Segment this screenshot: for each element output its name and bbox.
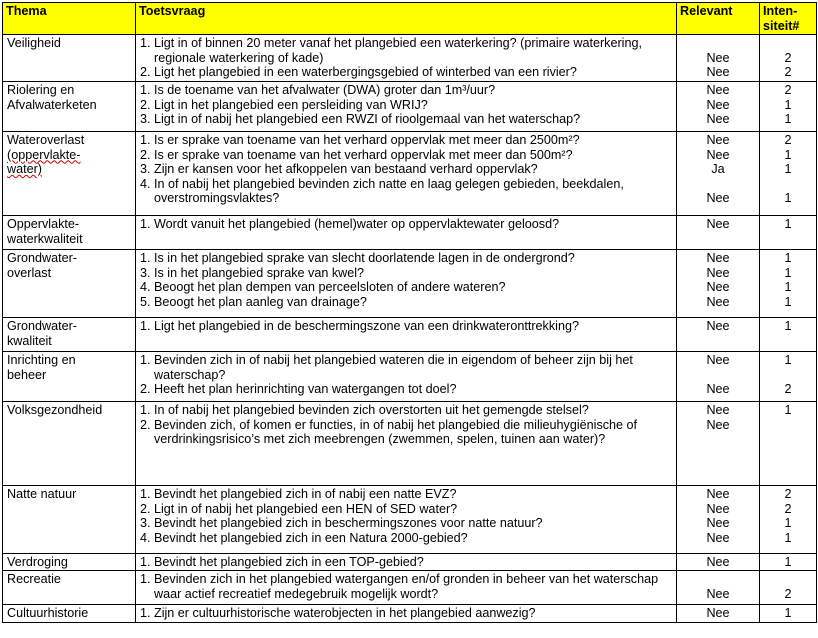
intensiteit-cell	[760, 402, 817, 486]
thema-cell	[3, 132, 136, 216]
table-row	[3, 605, 817, 623]
thema-label: Volksgezondheid	[7, 403, 103, 417]
intensiteit-value: 1	[784, 217, 792, 231]
table-row	[3, 250, 817, 318]
question-text: Bevindt het plangebied zich in een Natura 2000-gebied?	[154, 530, 468, 545]
intensiteit-value: 1	[784, 353, 792, 367]
question-text: Ligt in of nabij het plangebied een RWZI of rioolgemaal van het waterschap?	[154, 112, 581, 127]
toetsvraag-cell	[136, 250, 677, 318]
toetsvraag-cell	[136, 216, 677, 250]
header-toetsvraag: Toetsvraag	[136, 3, 677, 35]
question-item	[140, 382, 673, 397]
relevant-value: Nee	[706, 265, 730, 280]
thema-cell	[3, 605, 136, 623]
relevant-cell	[677, 35, 760, 82]
question-item	[140, 516, 673, 531]
question-text: Bevinden zich in het plangebied watergangen en/of gronden in beheer van het waterschap waar actief recreatief medegebruik mogelijk wordt?	[154, 572, 659, 601]
toetsvraag-cell	[136, 82, 677, 132]
question-number: 2.	[140, 147, 151, 162]
toetsvraag-cell	[136, 486, 677, 554]
intensiteit-value: 1	[784, 606, 792, 620]
thema-cell	[3, 352, 136, 402]
relevant-cell	[677, 486, 760, 554]
header-relevant: Relevant	[677, 3, 760, 35]
thema-label: overlast	[7, 265, 52, 280]
question-item	[140, 353, 673, 382]
question-text: Wordt vanuit het plangebied (hemel)water op oppervlaktewater geloosd?	[154, 217, 560, 231]
question-item	[140, 251, 673, 266]
relevant-value: Nee	[706, 112, 730, 127]
toetsvraag-cell	[136, 35, 677, 82]
intensiteit-cell	[760, 554, 817, 571]
question-item	[140, 555, 673, 570]
question-text: In of nabij het plangebied bevinden zich overstorten uit het gemengde stelsel?	[154, 403, 589, 417]
thema-cell	[3, 554, 136, 571]
table-row	[3, 35, 817, 82]
intensiteit-cell	[760, 35, 817, 82]
question-number: 3.	[140, 162, 151, 177]
question-item	[140, 65, 673, 80]
thema-cell	[3, 486, 136, 554]
relevant-cell	[677, 132, 760, 216]
relevant-cell	[677, 318, 760, 352]
table-row	[3, 571, 817, 605]
question-number: 3.	[140, 112, 151, 127]
thema-label: Verdroging	[7, 555, 68, 569]
question-text: Is er sprake van toename van het verhard oppervlak met meer dan 500m²?	[154, 147, 573, 162]
relevant-value: Nee	[706, 417, 730, 432]
question-number: 5.	[140, 294, 151, 309]
question-text: Bevindt het plangebied zich in of nabij een natte EVZ?	[154, 487, 457, 501]
intensiteit-value: 1	[784, 403, 792, 417]
intensiteit-value: 1	[784, 294, 792, 309]
intensiteit-value: 2	[784, 501, 792, 516]
toetsvraag-cell	[136, 352, 677, 402]
intensiteit-value: 2	[784, 133, 792, 147]
intensiteit-value: 1	[784, 555, 792, 569]
question-number: 1.	[140, 555, 151, 569]
question-number: 1.	[140, 133, 151, 147]
thema-label: Cultuurhistorie	[7, 606, 89, 620]
question-number: 1.	[140, 606, 151, 620]
relevant-value: Nee	[706, 83, 730, 97]
question-text: Bevinden zich, of komen er functies, in of nabij het plangebied die milieuhygiënische of verdrinkingsrisico’s met zich meebrengen (zwemmen, spelen, tuinen aan water)?	[154, 417, 638, 447]
question-item	[140, 295, 673, 310]
question-item	[140, 217, 673, 232]
intensiteit-cell	[760, 605, 817, 623]
question-number: 1.	[140, 36, 151, 50]
table-row	[3, 82, 817, 132]
intensiteit-value: 1	[784, 147, 792, 162]
question-item	[140, 502, 673, 517]
toetsvraag-cell	[136, 605, 677, 623]
relevant-value: Nee	[706, 50, 730, 65]
thema-label: Afvalwaterketen	[7, 97, 97, 112]
intensiteit-value: 1	[784, 191, 792, 206]
relevant-value: Nee	[706, 606, 730, 620]
question-text: Is in het plangebied sprake van slecht doorlatende lagen in de ondergrond?	[154, 251, 575, 265]
thema-label: waterkwaliteit	[7, 231, 83, 246]
intensiteit-value: 2	[784, 83, 792, 97]
relevant-cell	[677, 82, 760, 132]
intensiteit-cell	[760, 82, 817, 132]
relevant-value: Nee	[706, 65, 730, 80]
question-number: 1.	[140, 353, 151, 367]
question-item	[140, 606, 673, 621]
thema-cell	[3, 402, 136, 486]
relevant-value: Nee	[706, 353, 730, 367]
thema-cell	[3, 250, 136, 318]
table-row	[3, 486, 817, 554]
question-text: Bevindt het plangebied zich in beschermingszones voor natte natuur?	[154, 516, 543, 531]
thema-cell	[3, 318, 136, 352]
table-row	[3, 352, 817, 402]
thema-label: Veiligheid	[7, 36, 61, 50]
question-item	[140, 266, 673, 281]
intensiteit-value: 1	[784, 516, 792, 531]
intensiteit-cell	[760, 352, 817, 402]
thema-label: Grondwater-	[7, 319, 77, 333]
intensiteit-cell	[760, 318, 817, 352]
relevant-cell	[677, 250, 760, 318]
question-number: 2.	[140, 65, 151, 80]
question-item	[140, 133, 673, 148]
relevant-value: Nee	[706, 516, 730, 531]
question-number: 2.	[140, 417, 151, 432]
toetsvraag-cell	[136, 554, 677, 571]
thema-cell	[3, 35, 136, 82]
thema-label: kwaliteit	[7, 333, 52, 348]
question-item	[140, 177, 673, 206]
question-text: Zijn er cultuurhistorische waterobjecten in het plangebied aanwezig?	[154, 606, 536, 620]
question-text: Ligt het plangebied in een waterbergingsgebied of winterbed van een rivier?	[154, 65, 577, 80]
question-text: Is in het plangebied sprake van kwel?	[154, 265, 365, 280]
relevant-cell	[677, 352, 760, 402]
question-item	[140, 487, 673, 502]
relevant-value: Nee	[706, 555, 730, 569]
toetsvragen-table	[2, 2, 817, 623]
question-item	[140, 162, 673, 177]
question-item	[140, 148, 673, 163]
table-row	[3, 402, 817, 486]
intensiteit-value: 2	[784, 50, 792, 65]
toetsvraag-cell	[136, 132, 677, 216]
question-item	[140, 319, 673, 334]
question-text: Ligt het plangebied in de beschermingszone van een drinkwateronttrekking?	[154, 319, 579, 333]
relevant-value: Nee	[706, 501, 730, 516]
thema-cell	[3, 82, 136, 132]
relevant-value: Nee	[706, 251, 730, 265]
relevant-value: Nee	[706, 217, 730, 231]
question-text: In of nabij het plangebied bevinden zich natte en laag gelegen gebieden, beekdalen, overstromingsvlaktes?	[154, 176, 624, 206]
intensiteit-cell	[760, 486, 817, 554]
question-item	[140, 112, 673, 127]
question-text: Heeft het plan herinrichting van watergangen tot doel?	[154, 382, 457, 397]
thema-label: (oppervlakte-	[7, 147, 81, 162]
question-number: 4.	[140, 280, 151, 295]
question-number: 3.	[140, 265, 151, 280]
relevant-value: Nee	[706, 403, 730, 417]
intensiteit-value: 1	[784, 112, 792, 127]
question-text: Ligt in het plangebied een persleiding van WRIJ?	[154, 97, 428, 112]
intensiteit-value: 1	[784, 265, 792, 280]
intensiteit-value: 2	[784, 65, 792, 80]
intensiteit-cell	[760, 216, 817, 250]
intensiteit-value: 1	[784, 162, 792, 177]
thema-cell	[3, 571, 136, 605]
question-number: 4.	[140, 176, 151, 191]
thema-label: Riolering en	[7, 83, 75, 97]
thema-label: beheer	[7, 367, 47, 382]
thema-label: Recreatie	[7, 572, 61, 586]
question-number: 1.	[140, 403, 151, 417]
relevant-value: Ja	[711, 162, 725, 177]
question-number: 1.	[140, 572, 151, 586]
intensiteit-value: 2	[784, 382, 792, 397]
toetsvraag-cell	[136, 571, 677, 605]
question-number: 1.	[140, 251, 151, 265]
question-item	[140, 83, 673, 98]
question-item	[140, 418, 673, 447]
thema-cell	[3, 216, 136, 250]
relevant-cell	[677, 571, 760, 605]
question-text: Bevindt het plangebied zich in een TOP-gebied?	[154, 555, 424, 569]
header-row	[3, 3, 817, 35]
question-number: 1.	[140, 217, 151, 231]
question-text: Beoogt het plan dempen van perceelsloten of andere wateren?	[154, 280, 506, 295]
intensiteit-value: 1	[784, 319, 792, 333]
intensiteit-cell	[760, 132, 817, 216]
question-number: 2.	[140, 97, 151, 112]
question-number: 3.	[140, 516, 151, 531]
thema-label: Oppervlakte-	[7, 217, 80, 231]
question-number: 2.	[140, 501, 151, 516]
table-row	[3, 216, 817, 250]
intensiteit-value: 2	[784, 586, 792, 601]
intensiteit-value: 1	[784, 97, 792, 112]
thema-label: Inrichting en	[7, 353, 76, 367]
relevant-value: Nee	[706, 191, 730, 206]
toetsvraag-cell	[136, 318, 677, 352]
relevant-value: Nee	[706, 133, 730, 147]
question-item	[140, 403, 673, 418]
intensiteit-value: 1	[784, 280, 792, 295]
table-body	[3, 35, 817, 623]
question-text: Ligt in of nabij het plangebied een HEN of SED water?	[154, 501, 458, 516]
relevant-value: Nee	[706, 147, 730, 162]
relevant-value: Nee	[706, 487, 730, 501]
question-text: Beoogt het plan aanleg van drainage?	[154, 294, 367, 309]
question-item	[140, 280, 673, 295]
thema-label: Natte natuur	[7, 487, 77, 501]
header-thema: Thema	[3, 3, 136, 35]
intensiteit-cell	[760, 571, 817, 605]
intensiteit-cell	[760, 250, 817, 318]
question-item	[140, 572, 673, 601]
question-item	[140, 531, 673, 546]
relevant-cell	[677, 216, 760, 250]
relevant-cell	[677, 554, 760, 571]
relevant-value: Nee	[706, 586, 730, 601]
intensiteit-value: 1	[784, 251, 792, 265]
table-row	[3, 318, 817, 352]
question-item	[140, 98, 673, 113]
question-text: Zijn er kansen voor het afkoppelen van bestaand verhard oppervlak?	[154, 162, 538, 177]
question-number: 1.	[140, 487, 151, 501]
intensiteit-value: 2	[784, 487, 792, 501]
toetsvraag-cell	[136, 402, 677, 486]
header-intensiteit: Inten- siteit#	[760, 3, 817, 35]
relevant-value: Nee	[706, 319, 730, 333]
table-row	[3, 554, 817, 571]
thema-label: Grondwater-	[7, 251, 77, 265]
relevant-cell	[677, 402, 760, 486]
question-item	[140, 36, 673, 65]
question-text: Bevinden zich in of nabij het plangebied wateren die in eigendom of beheer zijn bij het waterschap?	[154, 353, 633, 382]
relevant-value: Nee	[706, 530, 730, 545]
relevant-value: Nee	[706, 382, 730, 397]
question-text: Is de toename van het afvalwater (DWA) groter dan 1m³/uur?	[154, 83, 496, 97]
thema-label: water)	[7, 162, 42, 177]
relevant-value: Nee	[706, 280, 730, 295]
relevant-cell	[677, 605, 760, 623]
intensiteit-value: 1	[784, 530, 792, 545]
thema-label: Wateroverlast	[7, 133, 85, 147]
question-text: Is er sprake van toename van het verhard oppervlak met meer dan 2500m²?	[154, 133, 580, 147]
relevant-value: Nee	[706, 97, 730, 112]
question-number: 1.	[140, 83, 151, 97]
question-number: 4.	[140, 530, 151, 545]
question-number: 2.	[140, 382, 151, 397]
relevant-value: Nee	[706, 294, 730, 309]
question-number: 1.	[140, 319, 151, 333]
table-row	[3, 132, 817, 216]
question-text: Ligt in of binnen 20 meter vanaf het plangebied een waterkering? (primaire waterkering, regionale waterkering of kade)	[154, 36, 642, 65]
